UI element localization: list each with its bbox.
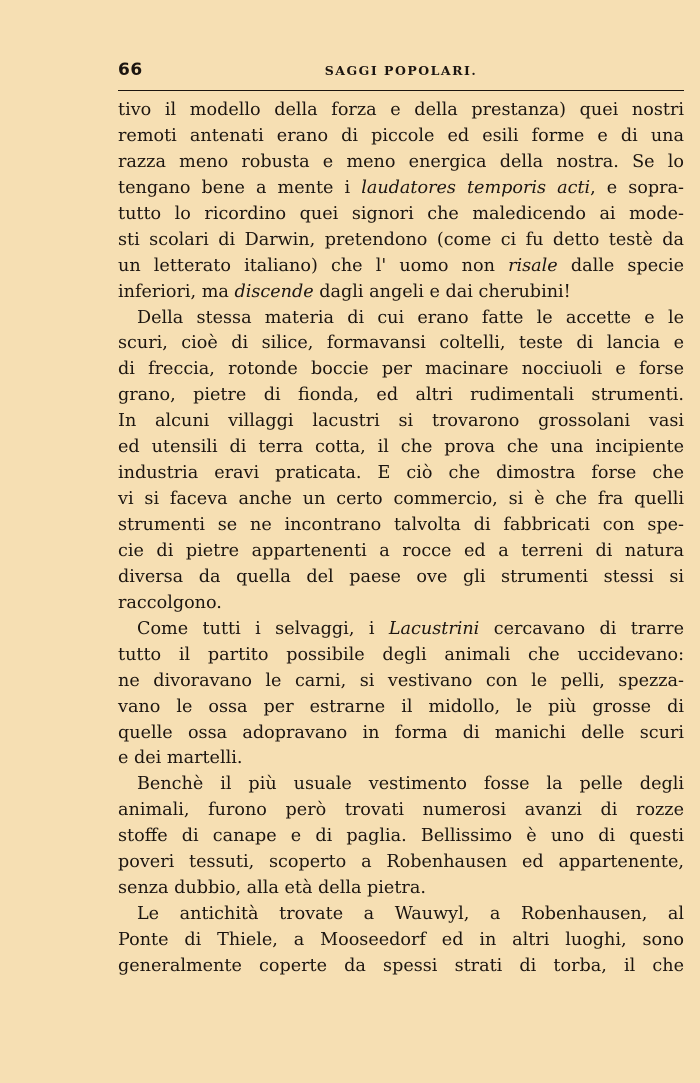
text-segment: diversa da quella del paese ove gli strumenti stessi si xyxy=(118,566,684,587)
page-header xyxy=(118,60,684,82)
text-segment: Ponte di Thiele, a Mooseedorf ed in altri luoghi, sono xyxy=(118,930,684,950)
text-segment: sti scolari di Darwin, pretendono (come ci fu detto testè da xyxy=(118,229,684,250)
text-segment: Della stessa materia di cui erano fatte le accette e le xyxy=(137,307,684,328)
text-line xyxy=(118,721,684,747)
text-segment: quelle ossa adopravano in forma di manichi delle scuri xyxy=(118,722,684,743)
running-title: SAGGI POPOLARI. xyxy=(324,63,478,78)
text-line xyxy=(118,746,684,772)
text-line xyxy=(118,643,684,669)
text-segment: Le antichità trovate a Wauwyl, a Robenhausen, al xyxy=(137,904,684,925)
italic-text-segment: discende xyxy=(234,281,314,302)
text-line xyxy=(118,876,684,902)
text-line xyxy=(118,928,684,954)
italic-text-segment: Lacustrini xyxy=(388,618,480,639)
text-line xyxy=(118,565,684,591)
text-segment: remoti antenati erano di piccole ed esili forme e di una xyxy=(118,125,684,146)
text-segment: , e sopra- xyxy=(590,177,684,198)
page-number: 66 xyxy=(118,60,143,80)
italic-text-segment: risale xyxy=(508,255,558,276)
text-line xyxy=(118,798,684,824)
text-line xyxy=(118,124,684,150)
text-segment: industria eravi praticata. E ciò che dimostra forse che xyxy=(118,463,684,484)
text-line xyxy=(118,591,684,617)
text-segment: tivo il modello della forza e della prestanza) quei nostri xyxy=(118,100,684,120)
text-segment: cie di pietre appartenenti a rocce ed a terreni di natura xyxy=(118,540,684,561)
text-segment: inferiori, ma xyxy=(118,281,235,302)
text-line xyxy=(118,669,684,695)
body-text xyxy=(118,98,684,980)
text-segment: Come tutti i selvaggi, i xyxy=(137,618,389,639)
text-line xyxy=(118,772,684,798)
text-segment: generalmente coperte da spessi strati di torba, il che xyxy=(118,955,684,976)
text-segment: vi si faceva anche un certo commercio, si è che fra quelli xyxy=(118,489,684,510)
text-segment: grano, pietre di fionda, ed altri rudimentali strumenti. xyxy=(118,385,684,406)
text-segment: ed utensili di terra cotta, il che prova che una incipiente xyxy=(118,437,684,458)
text-segment: In alcuni villaggi lacustri si trovarono grossolani vasi xyxy=(118,411,684,432)
text-line xyxy=(118,409,684,435)
text-segment: tutto lo ricordino quei signori che maledicendo ai mode- xyxy=(118,203,684,224)
text-line xyxy=(118,331,684,357)
text-segment: razza meno robusta e meno energica della nostra. Se lo xyxy=(118,151,684,172)
text-segment: animali, furono però trovati numerosi avanzi di rozze xyxy=(118,800,684,821)
text-line xyxy=(118,487,684,513)
text-line xyxy=(118,824,684,850)
text-line xyxy=(118,176,684,202)
text-line xyxy=(118,254,684,280)
italic-text-segment: laudatores temporis acti xyxy=(361,177,591,198)
text-segment: tengano bene a mente i xyxy=(118,177,362,198)
text-segment: Benchè il più usuale vestimento fosse la pelle degli xyxy=(137,774,684,795)
text-line xyxy=(118,461,684,487)
text-line xyxy=(118,98,684,124)
text-segment: cercavano di trarre xyxy=(479,618,684,639)
text-segment: e dei martelli. xyxy=(118,748,243,769)
text-line xyxy=(118,902,684,928)
text-segment: un letterato italiano) che l' uomo non xyxy=(118,255,509,276)
text-line xyxy=(118,617,684,643)
text-segment: dagli angeli e dai cherubini! xyxy=(313,281,571,302)
text-line xyxy=(118,228,684,254)
text-segment: scuri, cioè di silice, formavansi coltelli, teste di lancia e xyxy=(118,333,684,354)
text-segment: poveri tessuti, scoperto a Robenhausen ed appartenente, xyxy=(118,852,684,873)
text-segment: raccolgono. xyxy=(118,592,222,613)
text-segment: strumenti se ne incontrano talvolta di fabbricati con spe- xyxy=(118,515,684,535)
text-line xyxy=(118,383,684,409)
text-line xyxy=(118,513,684,539)
text-segment: senza dubbio, alla età della pietra. xyxy=(118,878,426,899)
text-line xyxy=(118,150,684,176)
text-line xyxy=(118,357,684,383)
text-line xyxy=(118,280,684,306)
text-segment: vano le ossa per estrarne il midollo, le più grosse di xyxy=(118,696,684,717)
text-line xyxy=(118,435,684,461)
text-segment: stoffe di canape e di paglia. Bellissimo è uno di questi xyxy=(118,826,684,847)
text-line xyxy=(118,202,684,228)
text-line xyxy=(118,850,684,876)
text-line xyxy=(118,695,684,721)
header-rule xyxy=(118,90,684,91)
text-line xyxy=(118,954,684,980)
text-line xyxy=(118,306,684,332)
text-line xyxy=(118,539,684,565)
text-segment: di freccia, rotonde boccie per macinare nocciuoli e forse xyxy=(118,359,684,380)
text-segment: ne divoravano le carni, si vestivano con le pelli, spezza- xyxy=(118,670,684,691)
text-segment: tutto il partito possibile degli animali che uccidevano: xyxy=(118,644,684,665)
text-segment: dalle specie xyxy=(557,255,684,276)
